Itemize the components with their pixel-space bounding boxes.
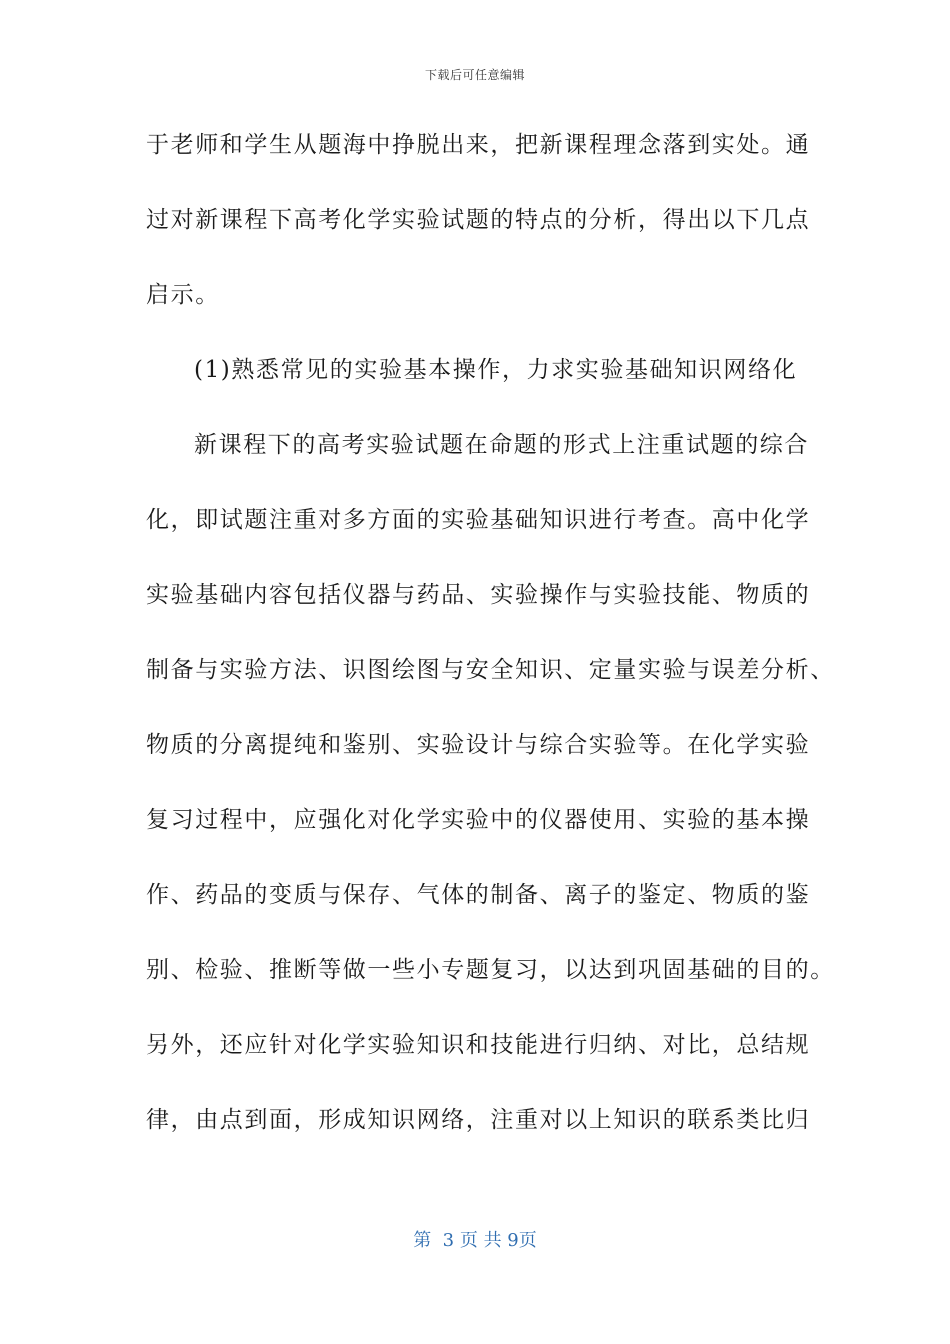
section-heading: (1)熟悉常见的实验基本操作，力求实验基础知识网络化 [194, 357, 798, 383]
paragraph-line: 于老师和学生从题海中挣脱出来，把新课程理念落到实处。通 [146, 132, 811, 158]
paragraph-line: 启示。 [146, 282, 220, 308]
header-note: 下载后可任意编辑 [424, 68, 525, 82]
paragraph-line: 制备与实验方法、识图绘图与安全知识、定量实验与误差分析、 [146, 657, 835, 683]
paragraph-line: 别、检验、推断等做一些小专题复习，以达到巩固基础的目的。 [146, 957, 835, 983]
paragraph-line: 律，由点到面，形成知识网络，注重对以上知识的联系类比归 [146, 1107, 811, 1133]
paragraph-line: 物质的分离提纯和鉴别、实验设计与综合实验等。在化学实验 [146, 732, 811, 758]
paragraph-line: 复习过程中，应强化对化学实验中的仪器使用、实验的基本操 [146, 807, 811, 833]
paragraph-line: 另外，还应针对化学实验知识和技能进行归纳、对比，总结规 [146, 1032, 811, 1058]
paragraph-line: 化，即试题注重对多方面的实验基础知识进行考查。高中化学 [146, 507, 811, 533]
paragraph-line: 作、药品的变质与保存、气体的制备、离子的鉴定、物质的鉴 [146, 882, 811, 908]
paragraph-line: 过对新课程下高考化学实验试题的特点的分析，得出以下几点 [146, 207, 811, 233]
page-number: 第 3 页 共 9页 [413, 1230, 537, 1251]
paragraph-line: 实验基础内容包括仪器与药品、实验操作与实验技能、物质的 [146, 582, 811, 608]
paragraph-line: 新课程下的高考实验试题在命题的形式上注重试题的综合 [194, 432, 809, 458]
